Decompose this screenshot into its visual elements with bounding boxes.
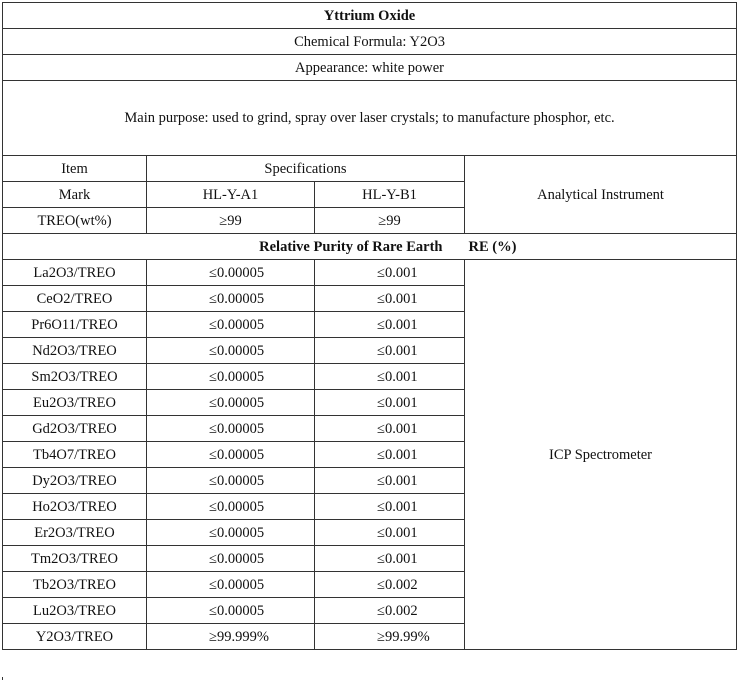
grade-a-cell: ≤0.00005 bbox=[147, 520, 315, 546]
table-title: Yttrium Oxide bbox=[3, 3, 737, 29]
grade-b-cell: ≤0.001 bbox=[315, 442, 465, 468]
item-cell: Er2O3/TREO bbox=[3, 520, 147, 546]
grade-a-cell: ≤0.00005 bbox=[147, 260, 315, 286]
appearance: Appearance: white power bbox=[3, 55, 737, 81]
item-cell: Eu2O3/TREO bbox=[3, 390, 147, 416]
grade-a-cell: ≤0.00005 bbox=[147, 442, 315, 468]
appearance-row bbox=[3, 55, 737, 81]
grade-b-cell: ≤0.001 bbox=[315, 468, 465, 494]
grade-b-cell: ≤0.001 bbox=[315, 546, 465, 572]
grade-a-cell: ≤0.00005 bbox=[147, 390, 315, 416]
item-cell: Nd2O3/TREO bbox=[3, 338, 147, 364]
grade-a-cell: ≤0.00005 bbox=[147, 338, 315, 364]
item-cell: Tb2O3/TREO bbox=[3, 572, 147, 598]
grade-b-label: HL-Y-B1 bbox=[315, 182, 465, 208]
grade-b-cell: ≤0.002 bbox=[315, 572, 465, 598]
item-cell: Tm2O3/TREO bbox=[3, 546, 147, 572]
grade-a-cell: ≥99.999% bbox=[147, 624, 315, 650]
grade-b-cell: ≤0.001 bbox=[315, 390, 465, 416]
item-cell: Dy2O3/TREO bbox=[3, 468, 147, 494]
grade-b-cell: ≤0.001 bbox=[315, 260, 465, 286]
chemical-formula: Chemical Formula: Y2O3 bbox=[3, 29, 737, 55]
formula-row bbox=[3, 29, 737, 55]
grade-b-cell: ≤0.002 bbox=[315, 598, 465, 624]
spec-table bbox=[2, 2, 737, 650]
purpose-row bbox=[3, 81, 737, 156]
grade-a-cell: ≤0.00005 bbox=[147, 468, 315, 494]
item-cell: Gd2O3/TREO bbox=[3, 416, 147, 442]
grade-b-cell: ≤0.001 bbox=[315, 416, 465, 442]
icp-spectrometer: ICP Spectrometer bbox=[465, 260, 737, 650]
header-row bbox=[3, 156, 737, 182]
grade-a-cell: ≤0.00005 bbox=[147, 572, 315, 598]
title-row bbox=[3, 3, 737, 29]
treo-label: TREO(wt%) bbox=[3, 208, 147, 234]
item-cell: La2O3/TREO bbox=[3, 260, 147, 286]
grade-a-cell: ≤0.00005 bbox=[147, 364, 315, 390]
item-cell: Y2O3/TREO bbox=[3, 624, 147, 650]
item-cell: Pr6O11/TREO bbox=[3, 312, 147, 338]
item-cell: Sm2O3/TREO bbox=[3, 364, 147, 390]
treo-b-value: ≥99 bbox=[315, 208, 465, 234]
grade-b-cell: ≤0.001 bbox=[315, 312, 465, 338]
treo-a-value: ≥99 bbox=[147, 208, 315, 234]
grade-a-cell: ≤0.00005 bbox=[147, 416, 315, 442]
specifications-header: Specifications bbox=[147, 156, 465, 182]
mark-label: Mark bbox=[3, 182, 147, 208]
grade-b-cell: ≤0.001 bbox=[315, 364, 465, 390]
section-title: Relative Purity of Rare Earth bbox=[3, 234, 465, 260]
section-unit: RE (%) bbox=[465, 234, 737, 260]
instrument-header: Analytical Instrument bbox=[465, 156, 737, 234]
grade-b-cell: ≥99.99% bbox=[315, 624, 465, 650]
item-cell: Lu2O3/TREO bbox=[3, 598, 147, 624]
grade-b-cell: ≤0.001 bbox=[315, 520, 465, 546]
main-purpose: Main purpose: used to grind, spray over laser crystals; to manufacture phosphor, etc. bbox=[3, 81, 737, 156]
section-row bbox=[3, 234, 737, 260]
grade-b-cell: ≤0.001 bbox=[315, 494, 465, 520]
grade-a-cell: ≤0.00005 bbox=[147, 494, 315, 520]
grade-a-label: HL-Y-A1 bbox=[147, 182, 315, 208]
item-header: Item bbox=[3, 156, 147, 182]
grade-a-cell: ≤0.00005 bbox=[147, 286, 315, 312]
grade-b-cell: ≤0.001 bbox=[315, 338, 465, 364]
item-cell: Ho2O3/TREO bbox=[3, 494, 147, 520]
grade-a-cell: ≤0.00005 bbox=[147, 312, 315, 338]
item-cell: CeO2/TREO bbox=[3, 286, 147, 312]
item-cell: Tb4O7/TREO bbox=[3, 442, 147, 468]
grade-b-cell: ≤0.001 bbox=[315, 286, 465, 312]
table-row bbox=[3, 260, 737, 286]
grade-a-cell: ≤0.00005 bbox=[147, 598, 315, 624]
grade-a-cell: ≤0.00005 bbox=[147, 546, 315, 572]
